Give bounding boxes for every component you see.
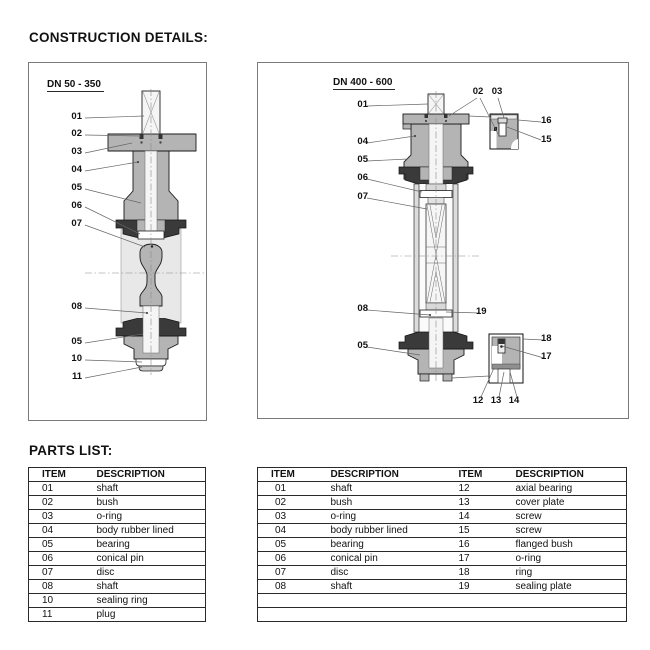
table-row	[29, 496, 206, 510]
table-cell: cover plate	[503, 496, 627, 510]
bush-right	[444, 114, 448, 118]
table-cell: o-ring	[318, 510, 446, 524]
table-cell: disc	[84, 566, 206, 580]
screw-head	[498, 118, 507, 123]
column-header-description: DESCRIPTION	[503, 468, 627, 482]
table-cell: screw	[503, 510, 627, 524]
table-cell: 01	[29, 482, 84, 496]
callout-03: 03	[71, 146, 82, 157]
body-wall-left	[414, 184, 419, 332]
table-row	[29, 524, 206, 538]
o-ring-right	[159, 141, 161, 143]
o-ring-left	[425, 120, 427, 122]
table-cell: body rubber lined	[318, 524, 446, 538]
table-cell: screw	[503, 524, 627, 538]
table-row	[258, 566, 627, 580]
table-cell: shaft	[318, 580, 446, 594]
table-cell: 03	[258, 510, 318, 524]
callout-19: 19	[476, 306, 487, 317]
o-ring-left	[140, 141, 142, 143]
table-cell: shaft	[84, 482, 206, 496]
cover-plate	[492, 364, 520, 369]
table-row	[29, 594, 206, 608]
table-row	[258, 524, 627, 538]
table-row	[258, 594, 627, 608]
dn-range-label-left: DN 50 - 350	[47, 79, 104, 92]
callout-06: 06	[71, 200, 82, 211]
callout-02: 02	[472, 86, 484, 97]
right-diagram-panel	[257, 62, 629, 419]
callout-10: 10	[71, 353, 82, 364]
dn-range-label-right: DN 400 - 600	[333, 77, 395, 90]
callout-01: 01	[71, 111, 82, 122]
table-cell: sealing plate	[503, 580, 627, 594]
table-row	[29, 552, 206, 566]
table-row	[29, 482, 206, 496]
o-ring-right	[445, 120, 447, 122]
table-cell	[503, 608, 627, 622]
table-row	[258, 538, 627, 552]
table-cell: 03	[29, 510, 84, 524]
table-cell: 08	[29, 580, 84, 594]
bush-left	[425, 114, 429, 118]
callout-16: 16	[541, 115, 552, 126]
callout-05: 05	[71, 182, 82, 193]
callout-01: 01	[357, 99, 368, 110]
table-cell: bush	[84, 496, 206, 510]
table-row	[29, 538, 206, 552]
callout-12: 12	[472, 395, 484, 406]
table-cell: o-ring	[84, 510, 206, 524]
table-cell: 11	[29, 608, 84, 622]
table-cell: 06	[29, 552, 84, 566]
table-cell: body rubber lined	[84, 524, 206, 538]
table-cell: bearing	[84, 538, 206, 552]
table-cell: bush	[318, 496, 446, 510]
table-header-row	[29, 468, 206, 482]
screw-head	[499, 339, 505, 344]
callout-14: 14	[508, 395, 520, 406]
callout-08: 08	[357, 303, 368, 314]
leader-dot-08	[146, 312, 148, 314]
callout-04: 04	[357, 136, 368, 147]
callout-05b: 05	[357, 340, 368, 351]
table-cell: 07	[258, 566, 318, 580]
table-cell: disc	[318, 566, 446, 580]
column-header-item: ITEM	[446, 468, 503, 482]
column-header-description: DESCRIPTION	[84, 468, 206, 482]
table-cell: 13	[446, 496, 503, 510]
top-detail-view	[490, 114, 518, 149]
leader-dot-04	[414, 135, 416, 137]
table-cell: 17	[446, 552, 503, 566]
parts-table-right	[257, 467, 627, 622]
table-cell: 08	[258, 580, 318, 594]
table-row	[258, 580, 627, 594]
table-cell: shaft	[318, 482, 446, 496]
foot-left	[420, 374, 429, 381]
callout-17: 17	[541, 351, 552, 362]
callout-03: 03	[491, 86, 503, 97]
table-row	[29, 510, 206, 524]
table-row	[29, 580, 206, 594]
callout-04: 04	[71, 164, 82, 175]
table-cell: 05	[258, 538, 318, 552]
callout-18: 18	[541, 333, 552, 344]
o-ring-17-dot	[500, 345, 503, 348]
table-cell	[258, 594, 318, 608]
table-cell: 18	[446, 566, 503, 580]
top-flange	[108, 134, 196, 151]
leader-dot-04	[137, 161, 139, 163]
table-cell: 10	[29, 594, 84, 608]
callout-11: 11	[71, 371, 82, 382]
column-header-item: ITEM	[258, 468, 318, 482]
table-row	[258, 496, 627, 510]
right-valve-svg	[258, 63, 628, 418]
centerlines	[391, 91, 481, 381]
table-row	[29, 608, 206, 622]
table-cell: 19	[446, 580, 503, 594]
parts-table-left	[28, 467, 206, 622]
callout-06: 06	[357, 172, 368, 183]
table-row	[258, 482, 627, 496]
table-cell: 15	[446, 524, 503, 538]
table-cell: bearing	[318, 538, 446, 552]
body-wall-right	[453, 184, 458, 332]
table-cell: 04	[29, 524, 84, 538]
table-cell: o-ring	[503, 552, 627, 566]
table-cell: conical pin	[84, 552, 206, 566]
table-row	[258, 608, 627, 622]
table-cell: 16	[446, 538, 503, 552]
callout-07: 07	[357, 191, 368, 202]
callout-13: 13	[490, 395, 502, 406]
leader-dot-08	[429, 314, 431, 316]
table-cell	[446, 594, 503, 608]
table-cell: conical pin	[318, 552, 446, 566]
table-cell: 01	[258, 482, 318, 496]
table-cell	[258, 608, 318, 622]
callout-02: 02	[71, 128, 82, 139]
table-cell: 06	[258, 552, 318, 566]
table-cell: flanged bush	[503, 538, 627, 552]
table-header-row	[258, 468, 627, 482]
page-title: CONSTRUCTION DETAILS:	[29, 30, 208, 45]
column-header-description: DESCRIPTION	[318, 468, 446, 482]
table-cell	[318, 608, 446, 622]
parts-list-title: PARTS LIST:	[29, 443, 113, 458]
table-cell: shaft	[84, 580, 206, 594]
callout-08: 08	[71, 301, 82, 312]
table-row	[29, 566, 206, 580]
table-cell: sealing ring	[84, 594, 206, 608]
table-row	[258, 552, 627, 566]
table-cell: 02	[258, 496, 318, 510]
callout-05: 05	[357, 154, 368, 165]
table-cell: 04	[258, 524, 318, 538]
left-valve-svg	[29, 63, 206, 420]
table-row	[258, 510, 627, 524]
left-diagram-panel	[28, 62, 207, 421]
callout-07: 07	[71, 218, 82, 229]
screw-14	[498, 369, 510, 383]
table-cell	[446, 608, 503, 622]
flange-step	[403, 124, 411, 129]
table-cell	[318, 594, 446, 608]
column-header-item: ITEM	[29, 468, 84, 482]
bottom-detail-view	[489, 334, 523, 383]
table-cell	[503, 594, 627, 608]
table-cell: 07	[29, 566, 84, 580]
table-cell: ring	[503, 566, 627, 580]
table-cell: 02	[29, 496, 84, 510]
table-cell: 05	[29, 538, 84, 552]
callout-15: 15	[541, 134, 552, 145]
table-cell: plug	[84, 608, 206, 622]
callout-05b: 05	[71, 336, 82, 347]
table-cell: axial bearing	[503, 482, 627, 496]
foot-right	[443, 374, 452, 381]
bush-left	[140, 134, 144, 139]
bush-right	[159, 134, 163, 139]
table-cell: 14	[446, 510, 503, 524]
table-cell: 12	[446, 482, 503, 496]
